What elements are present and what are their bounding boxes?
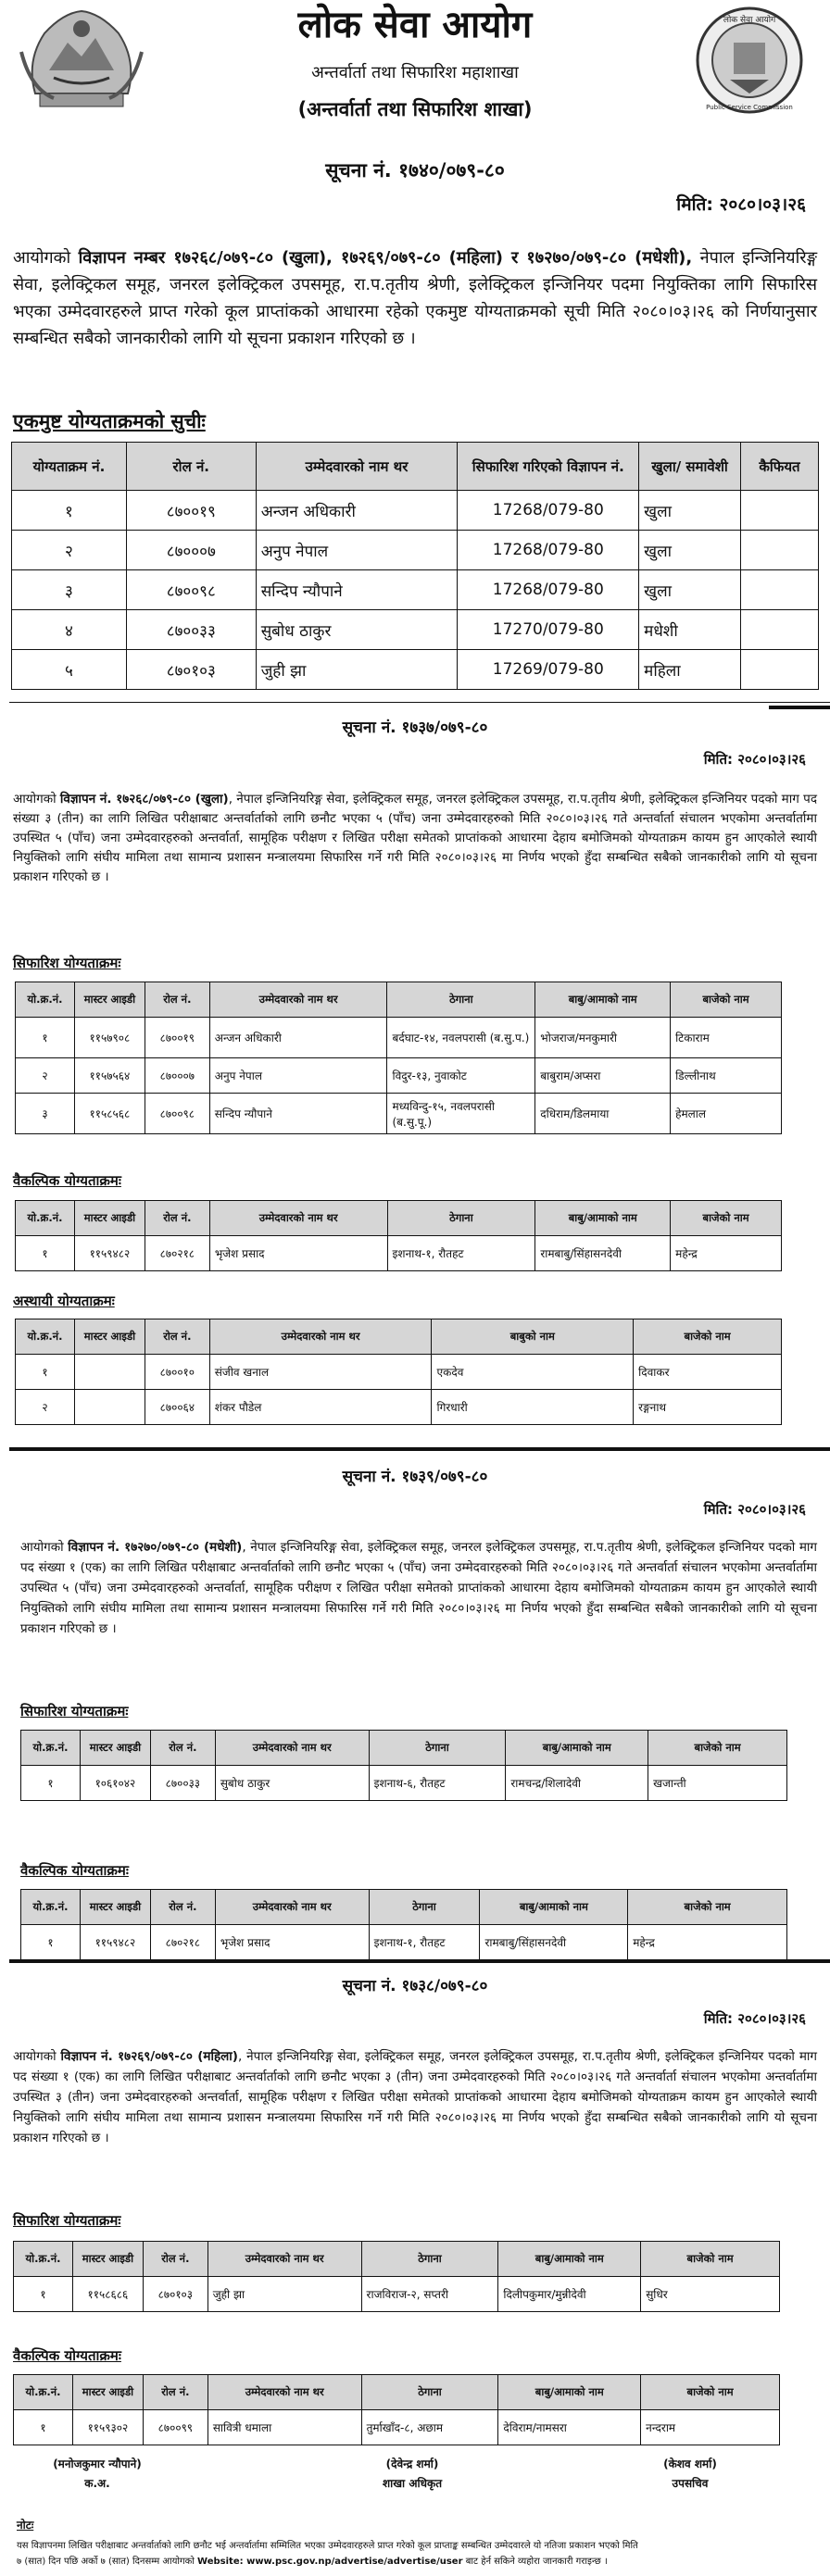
table-header: बाबु/आमाको नाम — [498, 2242, 641, 2277]
table-header: उम्मेदवारको नाम थर — [209, 1319, 432, 1355]
svg-text:Public Service Commission: Public Service Commission — [706, 104, 793, 111]
signatory-name: (मनोजकुमार न्यौपाने) — [53, 2457, 142, 2470]
cell: इशनाथ-६, रौतहट — [369, 1766, 506, 1801]
cell: सुबोध ठाकुर — [215, 1766, 369, 1801]
signature-block — [19, 2456, 176, 2491]
signatory-name: (देवेन्द्र शर्मा) — [385, 2457, 439, 2470]
cell: दिवाकर — [634, 1355, 782, 1390]
cell: अनुप नेपाल — [209, 1058, 387, 1094]
cell: 17269/079-80 — [458, 650, 639, 690]
cell: दधिराम/डिलमाया — [535, 1094, 671, 1134]
cell: २ — [16, 1390, 75, 1425]
recommended-table — [13, 2241, 780, 2312]
cell: राजविराज-२, सप्तरी — [361, 2277, 498, 2312]
cell — [741, 531, 819, 570]
cell — [741, 570, 819, 610]
cell: महिला — [639, 650, 741, 690]
cell — [741, 610, 819, 650]
table-header: बाजेको नाम — [648, 1731, 787, 1766]
cell: ८७०००७ — [126, 531, 256, 570]
signatory-name: (केशव शर्मा) — [663, 2457, 717, 2470]
notice-paragraph: आयोगको विज्ञापन नं. १७२६९/०७९-८० (महिला), नेपाल इन्जिनियरिङ्ग सेवा, इलेक्ट्रिकल समूह, जनरल इलेक्ट्रिकल उपसमूह, रा.प.तृतीय श्रेणी, इलेक्ट्रिकल इन्जिनियर पदको माग पद संख्या १ (एक) का लागि लिखित परीक्षाबाट अन्तर्वार्ताको लागि छनौट भएका ३ (तीन) जना उम्मेदवारहरुको मिति २०८०।०३।२६ गते अन्तर्वार्ता संचालन भएकोमा अन्तर्वार्तामा उपस्थित ३ (तीन) जना उम्मेदवारहरुको अन्तर्वार्ता, सामूहिक परीक्षण र लिखित परीक्षा समेतको प्राप्तांकको आधारमा देहाय बमोजिमको योग्यताक्रम कायम हुन आएकोले स्थायी नियुक्तिको लागि संघीय मामिला तथा सामान्य प्रशासन मन्त्रालयमा सिफारिस गर्ने गरी मिति २०८०।०३।२६ मा निर्णय भएको हुँदा सम्बन्धित सबैको जानकारीको लागि यो सूचना प्रकाशन गरिएको छ । — [13, 2049, 817, 2145]
table-header: यो.क्र.नं. — [16, 1319, 75, 1355]
cell: १ — [16, 1355, 75, 1390]
cell: ४ — [12, 610, 127, 650]
cell: हेमलाल — [671, 1094, 782, 1134]
notice-date: मिति: २०८०।०३।२६ — [703, 1501, 806, 1518]
division-name: अन्तर्वार्ता तथा सिफारिश महाशाखा — [311, 63, 519, 82]
cell: रामबाबु/सिंहासनदेवी — [480, 1925, 628, 1960]
recommended-list-title: सिफारिश योग्यताक्रमः — [20, 1703, 129, 1719]
alternate-list-title: वैकल्पिक योग्यताक्रमः — [13, 1172, 121, 1189]
cell: ८७०२१८ — [150, 1925, 215, 1960]
cell: शंकर पौडेल — [209, 1390, 432, 1425]
cell: ८७००३३ — [150, 1766, 215, 1801]
alternate-table — [20, 1889, 787, 1960]
cell: ८७००९८ — [126, 570, 256, 610]
table-header: मास्टर आइडी — [80, 1731, 150, 1766]
cell — [741, 491, 819, 531]
cell: रामचन्द्र/शिलादेवी — [506, 1766, 648, 1801]
cell: 17270/079-80 — [458, 610, 639, 650]
table-header: उम्मेदवारको नाम थर — [209, 982, 387, 1018]
cell: 17268/079-80 — [458, 570, 639, 610]
cell — [74, 1390, 145, 1425]
cell: इशनाथ-१, रौतहट — [369, 1925, 480, 1960]
cell: अन्जन अधिकारी — [209, 1018, 387, 1058]
table-header: बाजेको नाम — [671, 1201, 782, 1236]
table-header: यो.क्र.नं. — [21, 1890, 81, 1925]
cell: खजान्ती — [648, 1766, 787, 1801]
cell: 17268/079-80 — [458, 531, 639, 570]
cell: ११५९३०२ — [72, 2410, 143, 2445]
recommended-table — [15, 982, 782, 1134]
table-row — [16, 1058, 782, 1094]
notice-number: सूचना नं. १७३९/०७९-८० — [342, 1468, 488, 1486]
table-header: रोल नं. — [145, 1319, 209, 1355]
cell: सावित्री धमाला — [208, 2410, 361, 2445]
table-header: रोल नं. — [143, 2242, 208, 2277]
cell: संजीव खनाल — [209, 1355, 432, 1390]
cell: ११५८६८६ — [72, 2277, 143, 2312]
table-header: मास्टर आइडी — [80, 1890, 150, 1925]
cell: ११५९४८२ — [74, 1236, 145, 1271]
cell: ३ — [16, 1094, 75, 1134]
table-header: यो.क्र.नं. — [21, 1731, 81, 1766]
cell: ११५७९०८ — [74, 1018, 145, 1058]
cell: ८७०१०३ — [126, 650, 256, 690]
cell: महेन्द्र — [671, 1236, 782, 1271]
table-row — [16, 1355, 782, 1390]
cell: ११५८५६८ — [74, 1094, 145, 1134]
table-header: बाबु/आमाको नाम — [535, 982, 671, 1018]
svg-text:लोक सेवा आयोग: लोक सेवा आयोग — [723, 16, 776, 25]
section-name: (अन्तर्वार्ता तथा सिफारिश शाखा) — [297, 98, 533, 120]
cell: जुही झा — [256, 650, 458, 690]
table-header: बाबुको नाम — [432, 1319, 634, 1355]
table-row — [12, 491, 819, 531]
table-header: बाजेको नाम — [671, 982, 782, 1018]
cell: भृजेश प्रसाद — [209, 1236, 387, 1271]
table-header: खुला/ समावेशी — [639, 443, 741, 491]
table-row — [14, 2410, 780, 2445]
table-header: बाजेको नाम — [628, 1890, 787, 1925]
cell: 17268/079-80 — [458, 491, 639, 531]
cell: बाबुराम/अप्सरा — [535, 1058, 671, 1094]
cell: सन्दिप न्यौपाने — [209, 1094, 387, 1134]
cell: ८७०००७ — [145, 1058, 209, 1094]
table-header: बाजेको नाम — [634, 1319, 782, 1355]
table-row — [14, 2277, 780, 2312]
cell: ८७००३३ — [126, 610, 256, 650]
cell: १ — [16, 1018, 75, 1058]
cell: ८७००१९ — [145, 1018, 209, 1058]
cell: नन्दराम — [641, 2410, 780, 2445]
table-header: यो.क्र.नं. — [16, 982, 75, 1018]
table-header: उम्मेदवारको नाम थर — [215, 1890, 369, 1925]
notice-date: मिति: २०८०।०३।२६ — [703, 2010, 806, 2027]
cell: भृजेश प्रसाद — [215, 1925, 369, 1960]
table-header: मास्टर आइडी — [74, 982, 145, 1018]
cell: मध्यविन्दु-१५, नवलपरासी (ब.सु.पू.) — [387, 1094, 535, 1134]
organization-title: लोक सेवा आयोग — [297, 3, 533, 46]
table-header: उम्मेदवारको नाम थर — [208, 2242, 361, 2277]
table-header: मास्टर आइडी — [74, 1201, 145, 1236]
alternate-list-title: वैकल्पिक योग्यताक्रमः — [13, 2347, 121, 2364]
cell: ८७००६४ — [145, 1390, 209, 1425]
cell: ८७०२१८ — [145, 1236, 209, 1271]
cell: ८७००९९ — [143, 2410, 208, 2445]
notice-paragraph: आयोगको विज्ञापन नम्बर १७२६८/०७९-८० (खुला), १७२६९/०७९-८० (महिला) र १७२७०/०७९-८० (मधेशी), नेपाल इन्जिनियरिङ्ग सेवा, इलेक्ट्रिकल समूह, जनरल इलेक्ट्रिकल उपसमूह, रा.प.तृतीय श्रेणी, इलेक्ट्रिकल इन्जिनियर पदमा नियुक्तिका लागि सिफारिस भएका उम्मेदवारहरुले प्राप्त गरेको कूल प्राप्तांकको आधारमा रहेको एकमुष्ट योग्यताक्रमको सूची मिति २०८०।०३।२६ को निर्णयानुसार सम्बन्धित सबैको जानकारीको लागि यो सूचना प्रकाशन गरिएको छ । — [13, 248, 818, 348]
table-header: रोल नं. — [126, 443, 256, 491]
table-header: रोल नं. — [143, 2375, 208, 2410]
table-row — [12, 610, 819, 650]
notice-date: मिति: २०८०।०३।२६ — [676, 194, 806, 215]
notice-number: सूचना नं. १७३७/०७९-८० — [342, 719, 488, 737]
letterhead — [0, 0, 830, 139]
table-row — [21, 1925, 787, 1960]
cell: तुर्माखाँद-८, अछाम — [361, 2410, 498, 2445]
cell: खुला — [639, 570, 741, 610]
alternate-table — [13, 2374, 780, 2445]
psc-logo-icon — [693, 6, 806, 115]
note-line: ७ (सात) दिन पछि अर्को ७ (सात) दिनसम्म आयोगको Website: www.psc.gov.np/advertise/advertise/user बाट हेर्न सकिने व्यहोरा जानकारी गराइन्छ । — [17, 2557, 608, 2567]
signatory-title: शाखा अधिकृत — [382, 2477, 443, 2490]
table-row — [16, 1094, 782, 1134]
table-header: मास्टर आइडी — [74, 1319, 145, 1355]
table-header: रोल नं. — [145, 1201, 209, 1236]
table-row — [21, 1766, 787, 1801]
cell: खुला — [639, 531, 741, 570]
table-header: यो.क्र.नं. — [14, 2375, 73, 2410]
cell: सुधिर — [641, 2277, 780, 2312]
cell: खुला — [639, 491, 741, 531]
table-header: रोल नं. — [150, 1731, 215, 1766]
alternate-table — [15, 1200, 782, 1271]
cell: ८७०१०३ — [143, 2277, 208, 2312]
cell: अनुप नेपाल — [256, 531, 458, 570]
notice-number: सूचना नं. १७४०/०७९-८० — [325, 159, 505, 181]
cell — [74, 1355, 145, 1390]
cell: १ — [16, 1236, 75, 1271]
table-row — [16, 1390, 782, 1425]
notice-paragraph: आयोगको विज्ञापन नं. १७२७०/०७९-८० (मधेशी), नेपाल इन्जिनियरिङ्ग सेवा, इलेक्ट्रिकल समूह, जनरल इलेक्ट्रिकल उपसमूह, रा.प.तृतीय श्रेणी, इलेक्ट्रिकल इन्जिनियर पदको माग पद संख्या १ (एक) का लागि लिखित परीक्षाबाट अन्तर्वार्ताको लागि छनौट भएका ५ (पाँच) जना उम्मेदवारहरुको मिति २०८०।०३।२६ गते अन्तर्वार्ता संचालन भएकोमा अन्तर्वार्तामा उपस्थित ५ (पाँच) जना उम्मेदवारहरुको अन्तर्वार्ता, सामूहिक परीक्षण र लिखित परीक्षा समेतको प्राप्तांकको आधारमा देहाय बमोजिमको योग्यताक्रम कायम हुन आएकोले स्थायी नियुक्तिको लागि संघीय मामिला तथा सामान्य प्रशासन मन्त्रालयमा सिफारिस गर्ने गरी मिति २०८०।०३।२६ मा निर्णय भएको हुँदा सम्बन्धित सबैको जानकारीको लागि यो सूचना प्रकाशन गरिएको छ । — [20, 1540, 817, 1636]
table-header: बाजेको नाम — [641, 2242, 780, 2277]
signature-block — [611, 2456, 769, 2491]
table-header: बाबु/आमाको नाम — [535, 1201, 671, 1236]
table-row — [16, 1018, 782, 1058]
cell: सन्दिप न्यौपाने — [256, 570, 458, 610]
table-header: सिफारिश गरिएको विज्ञापन नं. — [458, 443, 639, 491]
table-header: यो.क्र.नं. — [16, 1201, 75, 1236]
table-header: उम्मेदवारको नाम थर — [208, 2375, 361, 2410]
table-row — [12, 650, 819, 690]
cell: भोजराज/मनकुमारी — [535, 1018, 671, 1058]
cell: जुही झा — [208, 2277, 361, 2312]
temporary-list-title: अस्थायी योग्यताक्रमः — [13, 1293, 115, 1309]
table-row — [12, 531, 819, 570]
signatory-title: उपसचिव — [672, 2477, 709, 2490]
recommended-table — [20, 1730, 787, 1801]
table-header: रोल नं. — [150, 1890, 215, 1925]
notice-paragraph: आयोगको विज्ञापन नं. १७२६८/०७९-८० (खुला), नेपाल इन्जिनियरिङ्ग सेवा, इलेक्ट्रिकल समूह, जनरल इलेक्ट्रिकल उपसमूह, रा.प.तृतीय श्रेणी, इलेक्ट्रिकल इन्जिनियर पदको माग पद संख्या ३ (तीन) का लागि लिखित परीक्षाबाट अन्तर्वार्ताको लागि छनौट भएका ५ (पाँच) जना उम्मेदवारहरुको मिति २०८०।०३।२६ गते अन्तर्वार्ता संचालन भएकोमा अन्तर्वार्तामा उपस्थित ५ (पाँच) जना उम्मेदवारहरुको अन्तर्वार्ता, सामूहिक परीक्षण र लिखित परीक्षा समेतको प्राप्तांकको आधारमा देहाय बमोजिमको योग्यताक्रम कायम हुन आएकोले स्थायी नियुक्तिको लागि संघीय मामिला तथा सामान्य प्रशासन मन्त्रालयमा सिफारिस गर्ने गरी मिति २०८०।०३।२६ मा निर्णय भएको हुँदा सम्बन्धित सबैको जानकारीको लागि यो सूचना प्रकाशन गरिएको छ । — [13, 792, 817, 884]
cell: रङ्गनाथ — [634, 1390, 782, 1425]
note-line: यस विज्ञापनमा लिखित परीक्षाबाट अन्तर्वार्ताको लागि छनौट भई अन्तर्वार्तामा सम्मिलित भएका उम्मेदवारहरुले प्राप्त गरेको कूल प्राप्ताङ्क सम्बन्धित उम्मेदवारले यो नतिजा प्रकाशन भएको मिति — [17, 2541, 638, 2551]
alternate-list-title: वैकल्पिक योग्यताक्रमः — [20, 1862, 129, 1879]
cell: बर्दघाट-१४, नवलपरासी (ब.सु.प.) — [387, 1018, 535, 1058]
table-header: योग्यताक्रम नं. — [12, 443, 127, 491]
notice-date: मिति: २०८०।०३।२६ — [703, 751, 806, 768]
table-header: उम्मेदवारको नाम थर — [256, 443, 458, 491]
website-link[interactable]: Website: www.psc.gov.np/advertise/advertise/user — [197, 2557, 463, 2567]
temporary-table — [15, 1319, 782, 1425]
cell: महेन्द्र — [628, 1925, 787, 1960]
signature-block — [333, 2456, 491, 2491]
recommended-list-title: सिफारिश योग्यताक्रमः — [13, 955, 121, 971]
cell: रामबाबु/सिंहासनदेवी — [535, 1236, 671, 1271]
merit-list-table — [11, 442, 819, 690]
table-row — [16, 1236, 782, 1271]
cell: सुबोध ठाकुर — [256, 610, 458, 650]
cell: एकदेव — [432, 1355, 634, 1390]
cell: २ — [12, 531, 127, 570]
cell: गिरधारी — [432, 1390, 634, 1425]
notice-number: सूचना नं. १७३८/०७९-८० — [342, 1977, 488, 1995]
divider — [9, 702, 830, 703]
cell: ८७००१० — [145, 1355, 209, 1390]
table-header: ठेगाना — [369, 1890, 480, 1925]
table-header: उम्मेदवारको नाम थर — [209, 1201, 387, 1236]
footnote — [17, 2517, 821, 2567]
table-header: ठेगाना — [369, 1731, 506, 1766]
table-header: बाबु/आमाको नाम — [506, 1731, 648, 1766]
table-row — [12, 570, 819, 610]
cell: इशनाथ-१, रौतहट — [387, 1236, 535, 1271]
table-header: कैफियत — [741, 443, 819, 491]
table-header: मास्टर आइडी — [72, 2242, 143, 2277]
cell: ८७००९८ — [145, 1094, 209, 1134]
cell: टिकाराम — [671, 1018, 782, 1058]
cell: ५ — [12, 650, 127, 690]
cell: डिल्लीनाथ — [671, 1058, 782, 1094]
cell: १ — [21, 1766, 81, 1801]
cell: ११५९४८२ — [80, 1925, 150, 1960]
cell — [741, 650, 819, 690]
cell: १ — [21, 1925, 81, 1960]
table-header: उम्मेदवारको नाम थर — [215, 1731, 369, 1766]
cell: दिलीपकुमार/मुन्नीदेवी — [498, 2277, 641, 2312]
cell: मधेशी — [639, 610, 741, 650]
note-label: नोटः — [17, 2519, 34, 2532]
signatory-title: क.अ. — [84, 2477, 110, 2490]
table-header: मास्टर आइडी — [72, 2375, 143, 2410]
recommended-list-title: सिफारिश योग्यताक्रमः — [13, 2212, 121, 2229]
table-header: यो.क्र.नं. — [14, 2242, 73, 2277]
cell: ३ — [12, 570, 127, 610]
cell: १ — [12, 491, 127, 531]
table-header: ठेगाना — [387, 982, 535, 1018]
divider — [9, 1447, 830, 1451]
merit-list-title: एकमुष्ट योग्यताक्रमको सुचीः — [13, 410, 206, 432]
cell: २ — [16, 1058, 75, 1094]
cell: १ — [14, 2277, 73, 2312]
cell: देविराम/नामसरा — [498, 2410, 641, 2445]
cell: अन्जन अधिकारी — [256, 491, 458, 531]
divider — [769, 706, 830, 709]
table-header: रोल नं. — [145, 982, 209, 1018]
table-header: बाबु/आमाको नाम — [498, 2375, 641, 2410]
table-header: ठेगाना — [361, 2242, 498, 2277]
table-header: बाबु/आमाको नाम — [480, 1890, 628, 1925]
cell: ८७००१९ — [126, 491, 256, 531]
divider — [9, 1959, 830, 1963]
table-header: बाजेको नाम — [641, 2375, 780, 2410]
cell: १ — [14, 2410, 73, 2445]
table-header: ठेगाना — [361, 2375, 498, 2410]
cell: १०६१०४२ — [80, 1766, 150, 1801]
cell: ११५७५६४ — [74, 1058, 145, 1094]
table-header: ठेगाना — [387, 1201, 535, 1236]
cell: विदुर-१३, नुवाकोट — [387, 1058, 535, 1094]
